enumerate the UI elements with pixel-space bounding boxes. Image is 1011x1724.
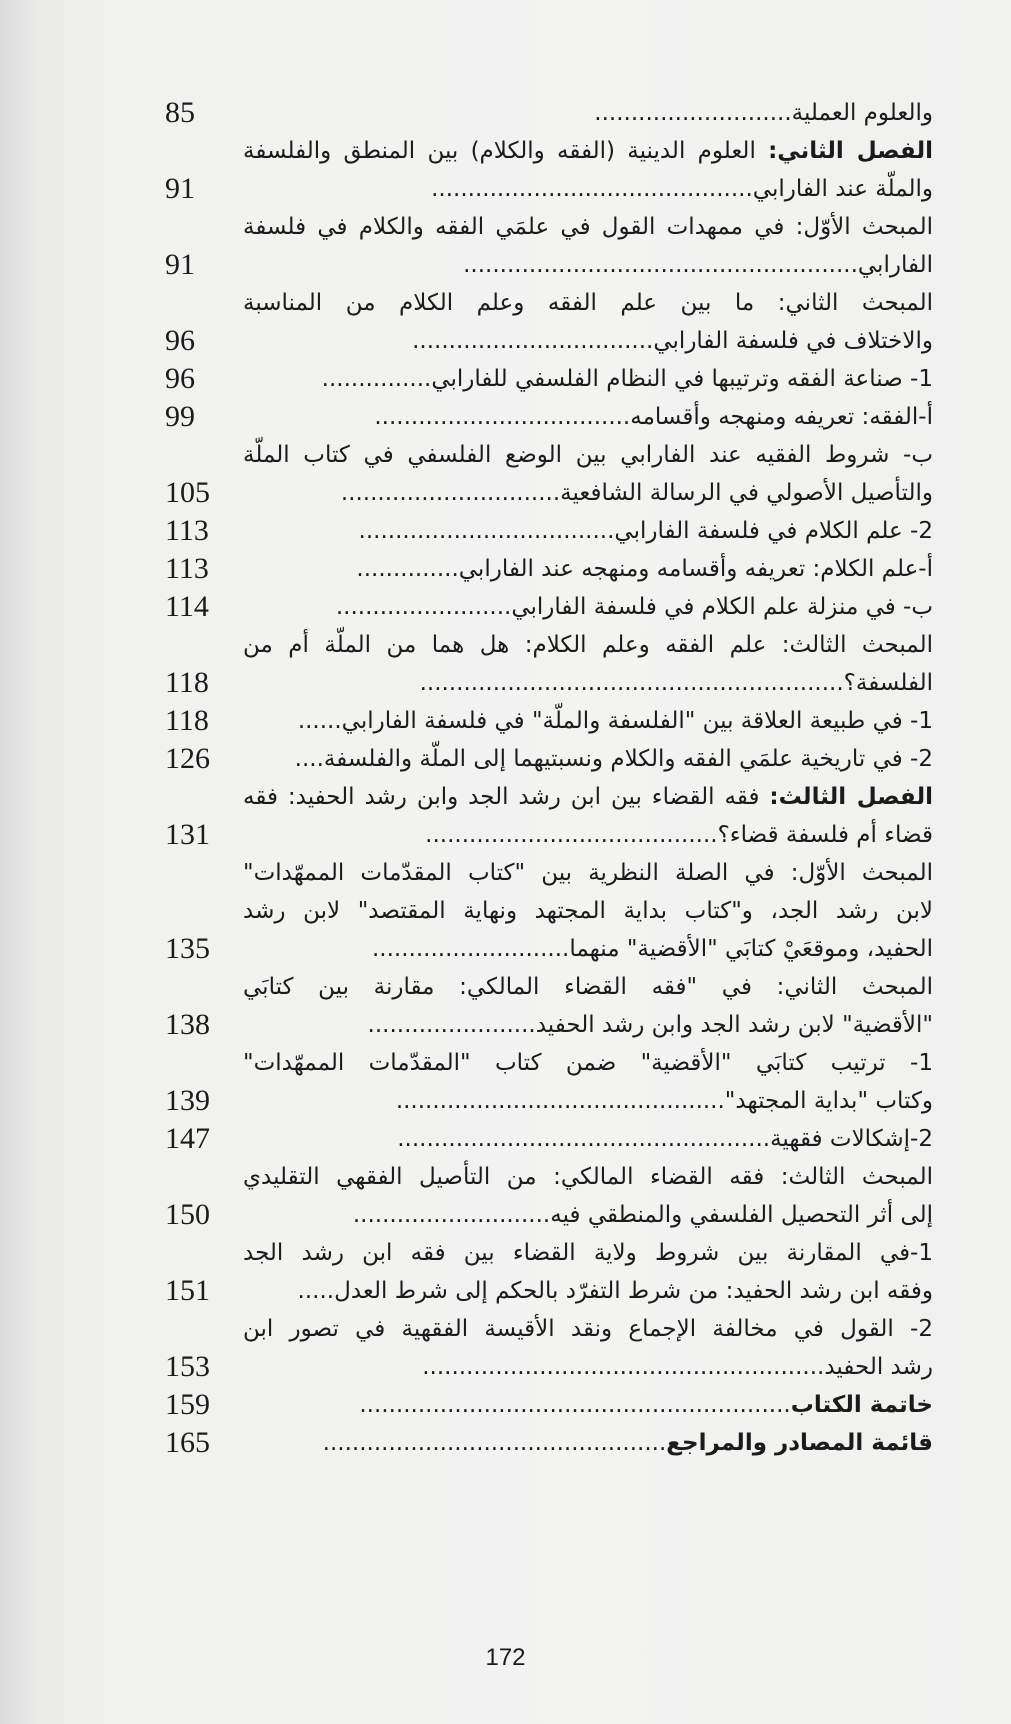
toc-line: 1- صناعة الفقه وترتيبها في النظام الفلسفي للفارابي...............: [321, 366, 933, 392]
toc-entry-text: [233, 398, 933, 436]
toc-page-number: 139: [165, 1084, 210, 1117]
toc-entry-text: [233, 1120, 933, 1158]
toc-line: والعلوم العملية...........................: [594, 100, 933, 126]
toc-line: [243, 1424, 933, 1462]
toc-line: [243, 1386, 933, 1424]
toc-line: الفارابي......................................................: [463, 252, 933, 278]
toc-entry: [165, 550, 933, 588]
toc-line: 1-في المقارنة بين شروط ولاية القضاء بين فقه ابن رشد الجد: [243, 1240, 933, 1266]
toc-entry: [165, 398, 933, 436]
toc-entry-text: [233, 360, 933, 398]
page-number: 172: [485, 1644, 526, 1671]
toc-line: المبحث الثاني: ما بين علم الفقه وعلم الكلام من المناسبة: [243, 290, 933, 316]
toc-line: 1- في طبيعة العلاقة بين "الفلسفة والملّة" في فلسفة الفارابي......: [297, 708, 933, 734]
toc-entry-text: [233, 1310, 933, 1386]
toc-entry: [165, 1044, 933, 1120]
toc-entry: [165, 132, 933, 208]
toc-line: [243, 132, 933, 170]
toc-line: ب- شروط الفقيه عند الفارابي بين الوضع الفلسفي في كتاب الملّة: [243, 442, 933, 468]
toc-line: لابن رشد الجد، و"كتاب بداية المجتهد ونهاية المقتصد" لابن رشد: [243, 898, 933, 924]
toc-entry-text: [233, 284, 933, 360]
toc-heading-rest: العلوم الدينية (الفقه والكلام) بين المنطق والفلسفة: [243, 138, 769, 164]
toc-line: أ-الفقه: تعريفه ومنهجه وأقسامه...................................: [374, 404, 933, 430]
toc-entry-text: [233, 1044, 933, 1120]
toc-page-number: 147: [165, 1122, 210, 1155]
toc-heading-label: الفصل الثاني:: [768, 138, 933, 164]
toc-line: 2- القول في مخالفة الإجماع ونقد الأقيسة الفقهية في تصور ابن: [243, 1316, 933, 1342]
toc-entry-text: [233, 588, 933, 626]
toc-line: أ-علم الكلام: تعريفه وأقسامه ومنهجه عند الفارابي..............: [356, 556, 933, 582]
toc-page-number: 85: [165, 96, 195, 129]
toc-page-number: 165: [165, 1426, 210, 1459]
toc-entry-text: [233, 626, 933, 702]
toc-heading-label: خاتمة الكتاب: [790, 1392, 933, 1418]
toc-page-number: 153: [165, 1350, 210, 1383]
toc-entry-text: [233, 854, 933, 968]
toc-line: والتأصيل الأصولي في الرسالة الشافعية..............................: [340, 480, 933, 506]
toc-page-number: 91: [165, 248, 195, 281]
toc-entry: [165, 968, 933, 1044]
toc-heading-label: قائمة المصادر والمراجع: [666, 1430, 933, 1456]
toc-entry: [165, 702, 933, 740]
toc-line: والاختلاف في فلسفة الفارابي.................................: [412, 328, 933, 354]
toc-page-number: 105: [165, 476, 210, 509]
toc-entry-text: [233, 208, 933, 284]
toc-entry-text: [233, 550, 933, 588]
toc-line: 2-إشكالات فقهية...................................................: [397, 1126, 933, 1152]
toc-entry-text: [233, 1158, 933, 1234]
toc-line: المبحث الأوّل: في ممهدات القول في علمَي الفقه والكلام في فلسفة: [243, 214, 933, 240]
toc-line: رشد الحفيد.......................................................: [422, 1354, 933, 1380]
toc-page-number: 151: [165, 1274, 210, 1307]
toc-page-number: 113: [165, 552, 209, 585]
toc-line: المبحث الثالث: فقه القضاء المالكي: من التأصيل الفقهي التقليدي: [243, 1164, 933, 1190]
toc-page-number: 114: [165, 590, 209, 623]
table-of-contents: [165, 94, 933, 1462]
toc-entry: [165, 1234, 933, 1310]
toc-entry: [165, 512, 933, 550]
toc-line: المبحث الأوّل: في الصلة النظرية بين "كتاب المقدّمات الممهّدات": [243, 860, 933, 886]
toc-heading-rest: ...............................................: [322, 1430, 667, 1456]
toc-entry: [165, 1120, 933, 1158]
toc-page-number: 126: [165, 742, 210, 775]
toc-page-number: 131: [165, 818, 210, 851]
toc-line: والملّة عند الفارابي............................................: [431, 176, 933, 202]
toc-page-number: 159: [165, 1388, 210, 1421]
toc-entry: [165, 284, 933, 360]
toc-entry: [165, 626, 933, 702]
toc-line: المبحث الثالث: علم الفقه وعلم الكلام: هل هما من الملّة أم من: [243, 632, 933, 658]
toc-line: المبحث الثاني: في "فقه القضاء المالكي: مقارنة بين كتابَي: [243, 974, 933, 1000]
toc-entry-text: [233, 702, 933, 740]
toc-page-number: 91: [165, 172, 195, 205]
toc-entry: [165, 94, 933, 132]
toc-page-number: 118: [165, 666, 209, 699]
toc-entry-text: [233, 1234, 933, 1310]
toc-line: الفلسفة؟..........................................................: [419, 670, 933, 696]
toc-entry-text: [233, 94, 933, 132]
toc-entry: [165, 854, 933, 968]
toc-entry-text: [233, 1424, 933, 1462]
toc-page-number: 138: [165, 1008, 210, 1041]
toc-page-number: 113: [165, 514, 209, 547]
toc-line: وكتاب "بداية المجتهد".............................................: [395, 1088, 933, 1114]
toc-line: الحفيد، وموقعَيْ كتابَي "الأقضية" منهما...........................: [371, 936, 933, 962]
toc-entry: [165, 1386, 933, 1424]
toc-entry: [165, 1424, 933, 1462]
toc-line: "الأقضية" لابن رشد الجد وابن رشد الحفيد.......................: [367, 1012, 933, 1038]
toc-line: 2- علم الكلام في فلسفة الفارابي...................................: [358, 518, 933, 544]
toc-entry-text: [233, 1386, 933, 1424]
toc-entry-text: [233, 968, 933, 1044]
toc-entry: [165, 208, 933, 284]
toc-line: 1- ترتيب كتابَي "الأقضية" ضمن كتاب "المقدّمات الممهّدات": [243, 1050, 933, 1076]
toc-entry: [165, 588, 933, 626]
toc-entry-text: [233, 132, 933, 208]
toc-page-number: 96: [165, 362, 195, 395]
toc-entry-text: [233, 778, 933, 854]
toc-line: ب- في منزلة علم الكلام في فلسفة الفارابي........................: [335, 594, 933, 620]
toc-line: [243, 778, 933, 816]
toc-page-number: 150: [165, 1198, 210, 1231]
toc-entry-text: [233, 436, 933, 512]
toc-line: إلى أثر التحصيل الفلسفي والمنطقي فيه...........................: [352, 1202, 933, 1228]
toc-entry-text: [233, 740, 933, 778]
toc-page-number: 96: [165, 324, 195, 357]
toc-entry: [165, 1158, 933, 1234]
toc-line: وفقه ابن رشد الحفيد: من شرط التفرّد بالحكم إلى شرط العدل.....: [297, 1278, 933, 1304]
toc-entry: [165, 740, 933, 778]
toc-page-number: 118: [165, 704, 209, 737]
toc-heading-label: الفصل الثالث:: [769, 784, 933, 810]
toc-entry: [165, 360, 933, 398]
toc-heading-rest: ...........................................................: [359, 1392, 791, 1418]
toc-entry: [165, 436, 933, 512]
toc-heading-rest: فقه القضاء بين ابن رشد الجد وابن رشد الحفيد: فقه: [243, 784, 770, 810]
toc-line: 2- في تاريخية علمَي الفقه والكلام ونسبتيهما إلى الملّة والفلسفة....: [294, 746, 933, 772]
toc-entry: [165, 1310, 933, 1386]
toc-page-number: 135: [165, 932, 210, 965]
toc-line: قضاء أم فلسفة قضاء؟........................................: [425, 822, 933, 848]
toc-page-number: 99: [165, 400, 195, 433]
toc-entry: [165, 778, 933, 854]
toc-entry-text: [233, 512, 933, 550]
